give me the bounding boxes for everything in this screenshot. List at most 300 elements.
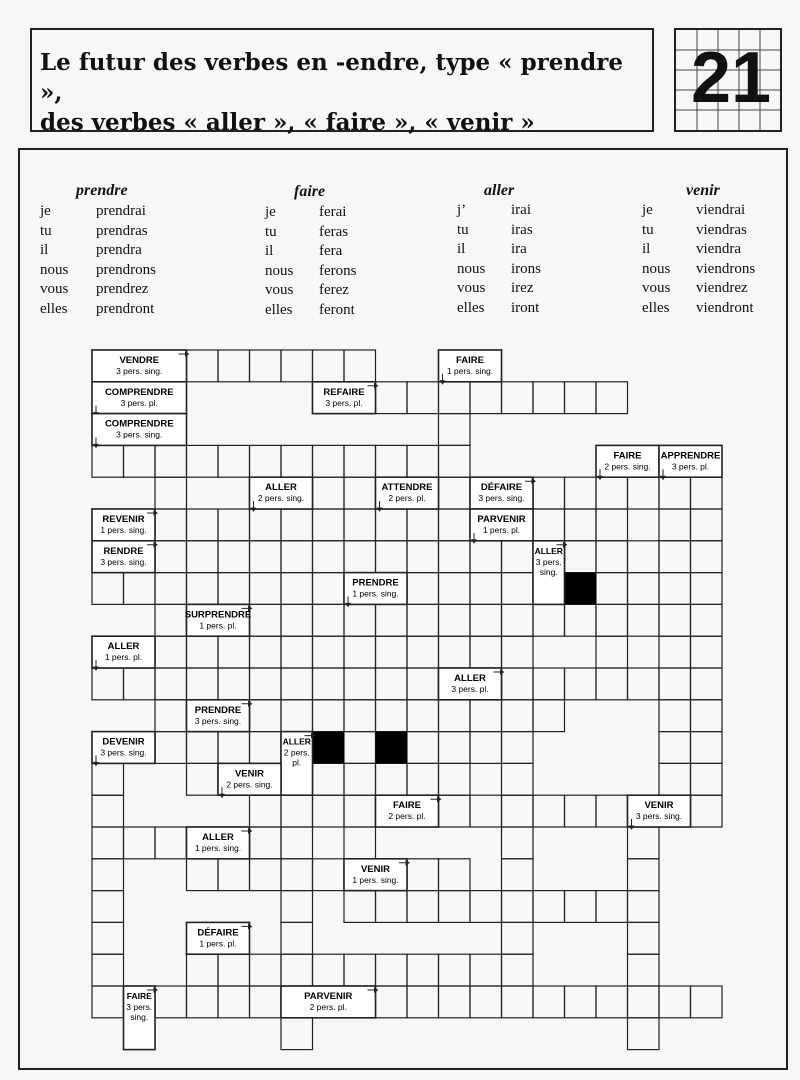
- grid-cell[interactable]: [250, 541, 282, 573]
- grid-cell[interactable]: [124, 445, 156, 477]
- grid-cell[interactable]: [407, 604, 439, 636]
- grid-cell[interactable]: [187, 445, 219, 477]
- grid-cell[interactable]: [439, 891, 471, 923]
- grid-cell[interactable]: [502, 795, 534, 827]
- grid-cell[interactable]: [439, 763, 471, 795]
- grid-cell[interactable]: [470, 573, 502, 605]
- clue-person: 3 pers. sing.: [100, 556, 147, 567]
- grid-cell[interactable]: [376, 891, 408, 923]
- conj-heading-venir: venir: [686, 182, 720, 199]
- grid-cell[interactable]: [344, 445, 376, 477]
- grid-cell[interactable]: [439, 509, 471, 541]
- grid-cell[interactable]: [250, 859, 282, 891]
- grid-cell[interactable]: [313, 350, 345, 382]
- grid-cell[interactable]: [313, 573, 345, 605]
- clue-verb: PRENDRE: [352, 577, 399, 589]
- grid-cell[interactable]: [124, 827, 156, 859]
- clue-verb: FAIRE: [126, 991, 152, 1001]
- clue-person: 3 pers. sing.: [194, 715, 242, 726]
- grid-cell[interactable]: [344, 668, 376, 700]
- clue-person: 2 pers. pl.: [388, 493, 426, 504]
- grid-cell[interactable]: [92, 573, 124, 605]
- grid-cell[interactable]: [691, 477, 723, 509]
- grid-cell[interactable]: [628, 573, 660, 605]
- grid-cell[interactable]: [344, 700, 376, 732]
- grid-cell[interactable]: [92, 986, 124, 1018]
- grid-cell[interactable]: [596, 573, 628, 605]
- grid-cell[interactable]: [628, 827, 660, 859]
- grid-cell[interactable]: [344, 732, 376, 764]
- grid-cell[interactable]: [187, 636, 219, 668]
- clue-person: sing.: [539, 566, 558, 577]
- grid-cell[interactable]: [502, 732, 534, 764]
- grid-cell[interactable]: [439, 636, 471, 668]
- grid-cell[interactable]: [565, 477, 597, 509]
- grid-cell[interactable]: [250, 573, 282, 605]
- grid-cell[interactable]: [407, 541, 439, 573]
- grid-cell[interactable]: [502, 700, 534, 732]
- grid-cell[interactable]: [376, 382, 408, 414]
- grid-cell[interactable]: [628, 891, 660, 923]
- grid-cell[interactable]: [407, 986, 439, 1018]
- grid-cell[interactable]: [533, 509, 565, 541]
- grid-cell[interactable]: [155, 986, 187, 1018]
- grid-cell[interactable]: [376, 604, 408, 636]
- clue-verb: FAIRE: [393, 800, 421, 812]
- grid-cell[interactable]: [533, 986, 565, 1018]
- grid-cell[interactable]: [218, 954, 250, 986]
- grid-cell[interactable]: [659, 732, 691, 764]
- grid-cell[interactable]: [439, 700, 471, 732]
- grid-cell[interactable]: [218, 732, 250, 764]
- grid-cell[interactable]: [250, 668, 282, 700]
- clue-box: [92, 414, 187, 448]
- grid-cell[interactable]: [407, 859, 439, 891]
- grid-cell[interactable]: [596, 636, 628, 668]
- clue-verb: REFAIRE: [323, 386, 365, 398]
- grid-cell[interactable]: [470, 795, 502, 827]
- grid-cell[interactable]: [313, 763, 345, 795]
- grid-cell[interactable]: [281, 350, 313, 382]
- clue-box: [533, 541, 567, 605]
- grid-cell[interactable]: [344, 891, 376, 923]
- clue-box: [344, 859, 409, 891]
- grid-cell[interactable]: [439, 414, 471, 446]
- grid-cell[interactable]: [407, 732, 439, 764]
- grid-cell[interactable]: [313, 954, 345, 986]
- clue-person: 3 pers. pl.: [120, 397, 158, 408]
- grid-cell[interactable]: [218, 541, 250, 573]
- grid-cell[interactable]: [502, 986, 534, 1018]
- grid-cell[interactable]: [92, 859, 124, 891]
- grid-cell[interactable]: [313, 795, 345, 827]
- grid-cell[interactable]: [313, 445, 345, 477]
- grid-cell[interactable]: [691, 668, 723, 700]
- grid-cell[interactable]: [502, 668, 534, 700]
- grid-cell[interactable]: [502, 859, 534, 891]
- clue-person: 1 pers. pl.: [104, 652, 143, 663]
- grid-cell[interactable]: [533, 700, 565, 732]
- grid-cell[interactable]: [155, 604, 187, 636]
- clue-person: pl.: [292, 757, 302, 768]
- grid-cell[interactable]: [218, 573, 250, 605]
- grid-cell[interactable]: [124, 668, 156, 700]
- grid-cell[interactable]: [250, 732, 282, 764]
- clue-person: 3 pers.: [535, 556, 562, 567]
- grid-cell[interactable]: [659, 700, 691, 732]
- clue-verb: VENIR: [644, 800, 674, 812]
- grid-cell[interactable]: [439, 477, 471, 509]
- grid-cell[interactable]: [407, 668, 439, 700]
- grid-cell[interactable]: [659, 477, 691, 509]
- grid-cell[interactable]: [92, 763, 124, 795]
- clue-person: 1 pers. sing.: [446, 366, 494, 376]
- grid-cell[interactable]: [565, 382, 597, 414]
- grid-cell[interactable]: [218, 509, 250, 541]
- grid-cell[interactable]: [533, 477, 565, 509]
- grid-cell[interactable]: [281, 636, 313, 668]
- grid-cell[interactable]: [344, 636, 376, 668]
- grid-cell[interactable]: [439, 986, 471, 1018]
- grid-cell[interactable]: [502, 922, 534, 954]
- grid-cell[interactable]: [596, 668, 628, 700]
- grid-cell[interactable]: [313, 700, 345, 732]
- grid-cell[interactable]: [344, 541, 376, 573]
- grid-cell[interactable]: [565, 604, 597, 636]
- grid-cell[interactable]: [313, 859, 345, 891]
- clue-box: [281, 986, 378, 1018]
- grid-cell[interactable]: [565, 668, 597, 700]
- grid-cell[interactable]: [470, 891, 502, 923]
- grid-cell[interactable]: [407, 891, 439, 923]
- clue-box: [187, 827, 252, 859]
- grid-cell[interactable]: [344, 763, 376, 795]
- grid-cell[interactable]: [250, 954, 282, 986]
- grid-cell[interactable]: [470, 986, 502, 1018]
- grid-cell[interactable]: [659, 636, 691, 668]
- grid-cell[interactable]: [281, 1018, 313, 1050]
- grid-cell[interactable]: [596, 382, 628, 414]
- grid-cell[interactable]: [565, 541, 597, 573]
- grid-cell[interactable]: [155, 509, 187, 541]
- grid-cell[interactable]: [533, 668, 565, 700]
- grid-cell[interactable]: [565, 573, 597, 605]
- grid-cell[interactable]: [533, 604, 565, 636]
- grid-cell[interactable]: [596, 541, 628, 573]
- grid-cell[interactable]: [691, 795, 723, 827]
- grid-cell[interactable]: [596, 795, 628, 827]
- clue-person: 1 pers. sing.: [194, 843, 242, 853]
- grid-cell[interactable]: [281, 541, 313, 573]
- grid-cell[interactable]: [502, 573, 534, 605]
- grid-cell[interactable]: [376, 986, 408, 1018]
- grid-cell[interactable]: [659, 668, 691, 700]
- clue-box: [92, 350, 189, 382]
- grid-cell[interactable]: [691, 986, 723, 1018]
- grid-cell[interactable]: [218, 636, 250, 668]
- grid-cell[interactable]: [502, 827, 534, 859]
- grid-cell[interactable]: [439, 445, 471, 477]
- grid-cell[interactable]: [250, 986, 282, 1018]
- grid-cell[interactable]: [439, 604, 471, 636]
- grid-cell[interactable]: [439, 573, 471, 605]
- grid-cell[interactable]: [376, 763, 408, 795]
- grid-cell[interactable]: [628, 541, 660, 573]
- conj-pronouns-prendre: je tu il nous vous elles: [40, 203, 69, 317]
- clue-person: 1 pers. sing.: [352, 874, 399, 885]
- clue-box: [187, 700, 252, 732]
- grid-cell[interactable]: [565, 509, 597, 541]
- grid-cell[interactable]: [155, 700, 187, 732]
- grid-cell[interactable]: [92, 445, 124, 477]
- grid-cell[interactable]: [376, 700, 408, 732]
- grid-cell[interactable]: [155, 827, 187, 859]
- grid-cell[interactable]: [218, 859, 250, 891]
- grid-cell[interactable]: [565, 795, 597, 827]
- grid-cell[interactable]: [691, 636, 723, 668]
- clue-box: [92, 732, 155, 766]
- clue-person: 1 pers. sing.: [100, 525, 147, 535]
- grid-cell[interactable]: [250, 604, 282, 636]
- grid-cell[interactable]: [628, 922, 660, 954]
- clue-box: [344, 573, 407, 607]
- grid-cell[interactable]: [628, 1018, 660, 1050]
- grid-cell[interactable]: [313, 732, 345, 764]
- grid-cell[interactable]: [659, 763, 691, 795]
- grid-cell[interactable]: [596, 891, 628, 923]
- clue-verb: PRENDRE: [194, 704, 242, 716]
- grid-cell[interactable]: [155, 477, 187, 509]
- grid-cell[interactable]: [533, 795, 565, 827]
- clue-person: 3 pers. pl.: [671, 461, 710, 472]
- grid-cell[interactable]: [281, 509, 313, 541]
- grid-cell[interactable]: [659, 541, 691, 573]
- grid-cell[interactable]: [313, 477, 345, 509]
- grid-cell[interactable]: [439, 541, 471, 573]
- grid-cell[interactable]: [407, 700, 439, 732]
- clue-person: 3 pers. sing.: [635, 811, 683, 822]
- grid-cell[interactable]: [470, 636, 502, 668]
- grid-cell[interactable]: [344, 477, 376, 509]
- grid-cell[interactable]: [250, 700, 282, 732]
- grid-cell[interactable]: [502, 763, 534, 795]
- grid-cell[interactable]: [628, 954, 660, 986]
- grid-cell[interactable]: [92, 795, 124, 827]
- grid-cell[interactable]: [187, 573, 219, 605]
- grid-cell[interactable]: [344, 954, 376, 986]
- grid-cell[interactable]: [187, 986, 219, 1018]
- grid-cell[interactable]: [281, 604, 313, 636]
- title-line-1: Le futur des verbes en -endre, type « prendre »,: [40, 49, 623, 106]
- grid-cell[interactable]: [691, 509, 723, 541]
- grid-cell[interactable]: [92, 891, 124, 923]
- grid-cell[interactable]: [155, 573, 187, 605]
- grid-cell[interactable]: [470, 541, 502, 573]
- grid-cell[interactable]: [628, 986, 660, 1018]
- grid-cell[interactable]: [502, 382, 534, 414]
- grid-cell[interactable]: [470, 954, 502, 986]
- grid-cell[interactable]: [281, 922, 313, 954]
- grid-cell[interactable]: [502, 541, 534, 573]
- grid-cell[interactable]: [376, 668, 408, 700]
- grid-cell[interactable]: [691, 700, 723, 732]
- grid-cell[interactable]: [628, 668, 660, 700]
- grid-cell[interactable]: [313, 541, 345, 573]
- grid-cell[interactable]: [439, 859, 471, 891]
- grid-cell[interactable]: [502, 954, 534, 986]
- grid-cell[interactable]: [155, 668, 187, 700]
- grid-cell[interactable]: [470, 732, 502, 764]
- grid-cell[interactable]: [407, 954, 439, 986]
- clue-verb: DÉFAIRE: [480, 482, 523, 494]
- grid-cell[interactable]: [344, 350, 376, 382]
- grid-cell[interactable]: [250, 827, 282, 859]
- grid-cell[interactable]: [187, 763, 219, 795]
- grid-cell[interactable]: [250, 795, 282, 827]
- grid-cell[interactable]: [376, 445, 408, 477]
- grid-cell[interactable]: [533, 891, 565, 923]
- grid-cell[interactable]: [344, 827, 376, 859]
- grid-cell[interactable]: [155, 541, 187, 573]
- grid-cell[interactable]: [281, 891, 313, 923]
- grid-cell[interactable]: [376, 636, 408, 668]
- clue-verb: PARVENIR: [477, 514, 526, 525]
- grid-cell[interactable]: [187, 732, 219, 764]
- grid-cell[interactable]: [187, 509, 219, 541]
- grid-cell[interactable]: [596, 604, 628, 636]
- grid-cell[interactable]: [281, 827, 313, 859]
- grid-cell[interactable]: [502, 636, 534, 668]
- grid-cell[interactable]: [691, 763, 723, 795]
- grid-cell[interactable]: [502, 604, 534, 636]
- clue-person: 3 pers. sing.: [478, 493, 525, 504]
- grid-cell[interactable]: [628, 604, 660, 636]
- grid-cell[interactable]: [313, 668, 345, 700]
- grid-cell[interactable]: [407, 445, 439, 477]
- grid-cell[interactable]: [407, 636, 439, 668]
- grid-cell[interactable]: [659, 509, 691, 541]
- grid-cell[interactable]: [565, 986, 597, 1018]
- grid-cell[interactable]: [250, 350, 282, 382]
- grid-cell[interactable]: [250, 509, 282, 541]
- grid-cell[interactable]: [155, 636, 187, 668]
- clue-person: 3 pers. sing.: [100, 747, 147, 758]
- clue-box: [376, 477, 439, 511]
- grid-cell[interactable]: [470, 604, 502, 636]
- clue-verb: REVENIR: [102, 514, 145, 525]
- grid-cell[interactable]: [470, 700, 502, 732]
- clue-person: 2 pers. pl.: [309, 1002, 347, 1012]
- clue-person: 3 pers. pl.: [325, 397, 363, 408]
- grid-cell[interactable]: [691, 541, 723, 573]
- grid-cell[interactable]: [376, 541, 408, 573]
- grid-cell[interactable]: [659, 604, 691, 636]
- clue-verb: ALLER: [282, 736, 311, 747]
- grid-cell[interactable]: [281, 700, 313, 732]
- grid-cell[interactable]: [691, 604, 723, 636]
- grid-cell[interactable]: [92, 922, 124, 954]
- grid-cell[interactable]: [344, 509, 376, 541]
- grid-cell[interactable]: [187, 859, 219, 891]
- grid-cell[interactable]: [596, 986, 628, 1018]
- grid-cell[interactable]: [502, 891, 534, 923]
- grid-cell[interactable]: [218, 350, 250, 382]
- clue-verb: ALLER: [265, 482, 297, 494]
- grid-cell[interactable]: [155, 732, 187, 764]
- grid-cell[interactable]: [439, 795, 471, 827]
- grid-cell[interactable]: [439, 382, 471, 414]
- grid-cell[interactable]: [218, 668, 250, 700]
- grid-cell[interactable]: [344, 604, 376, 636]
- grid-cell[interactable]: [187, 668, 219, 700]
- clue-person: sing.: [130, 1012, 149, 1022]
- grid-cell[interactable]: [691, 573, 723, 605]
- grid-cell[interactable]: [407, 763, 439, 795]
- grid-cell[interactable]: [628, 477, 660, 509]
- clue-box: [659, 445, 722, 479]
- grid-cell[interactable]: [124, 573, 156, 605]
- clue-box: [218, 763, 281, 797]
- grid-cell[interactable]: [313, 509, 345, 541]
- clue-box: [376, 795, 441, 827]
- grid-cell[interactable]: [92, 954, 124, 986]
- clue-verb: ALLER: [107, 641, 140, 653]
- grid-cell[interactable]: [281, 445, 313, 477]
- clue-box: [628, 795, 691, 829]
- grid-cell[interactable]: [313, 604, 345, 636]
- grid-cell[interactable]: [313, 636, 345, 668]
- grid-cell[interactable]: [596, 509, 628, 541]
- clue-box: [124, 986, 158, 1050]
- grid-cell[interactable]: [439, 732, 471, 764]
- grid-cell[interactable]: [155, 445, 187, 477]
- grid-cell[interactable]: [470, 382, 502, 414]
- grid-cell[interactable]: [344, 795, 376, 827]
- grid-cell[interactable]: [281, 954, 313, 986]
- grid-cell[interactable]: [281, 668, 313, 700]
- grid-cell[interactable]: [250, 445, 282, 477]
- grid-cell[interactable]: [376, 509, 408, 541]
- grid-cell[interactable]: [187, 350, 219, 382]
- grid-cell[interactable]: [218, 445, 250, 477]
- grid-cell[interactable]: [92, 827, 124, 859]
- grid-cell[interactable]: [533, 382, 565, 414]
- grid-cell[interactable]: [659, 573, 691, 605]
- clue-verb: VENIR: [234, 768, 265, 780]
- grid-cell[interactable]: [281, 573, 313, 605]
- grid-cell[interactable]: [407, 509, 439, 541]
- grid-cell[interactable]: [187, 541, 219, 573]
- grid-cell[interactable]: [659, 986, 691, 1018]
- grid-cell[interactable]: [187, 954, 219, 986]
- grid-cell[interactable]: [92, 668, 124, 700]
- grid-cell[interactable]: [218, 986, 250, 1018]
- grid-cell[interactable]: [596, 477, 628, 509]
- grid-cell[interactable]: [281, 795, 313, 827]
- clue-verb: APPRENDRE: [660, 450, 721, 462]
- grid-cell[interactable]: [376, 954, 408, 986]
- clue-person: 1 pers. pl.: [199, 938, 237, 949]
- grid-cell[interactable]: [565, 891, 597, 923]
- grid-cell[interactable]: [628, 859, 660, 891]
- grid-cell[interactable]: [407, 382, 439, 414]
- grid-cell[interactable]: [376, 732, 408, 764]
- grid-cell[interactable]: [281, 859, 313, 891]
- grid-cell[interactable]: [691, 732, 723, 764]
- grid-cell[interactable]: [250, 636, 282, 668]
- grid-cell[interactable]: [407, 573, 439, 605]
- grid-cell[interactable]: [439, 954, 471, 986]
